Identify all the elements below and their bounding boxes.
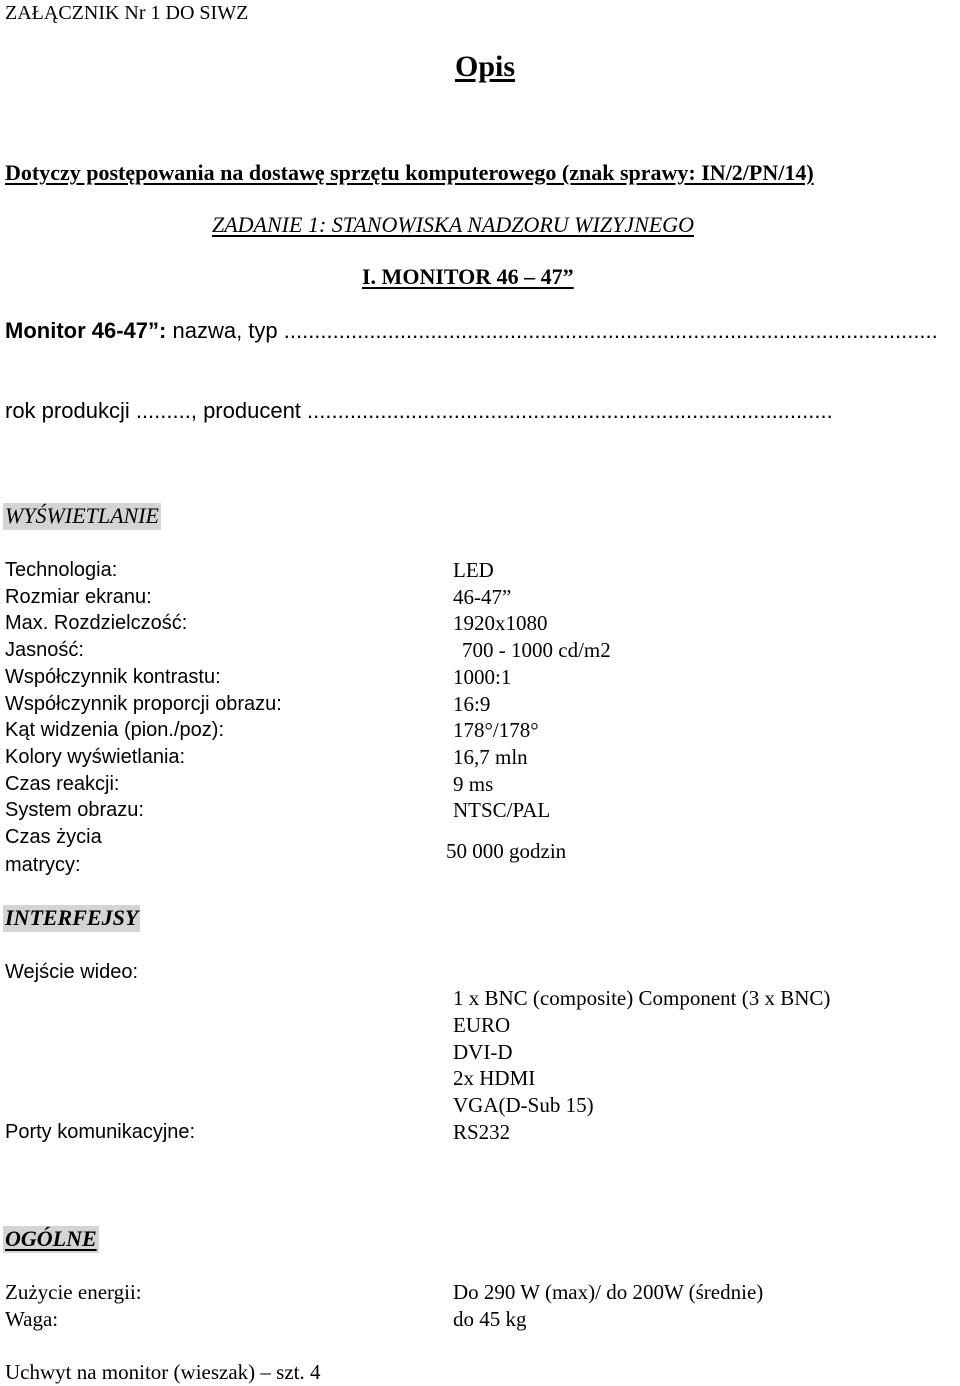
video-input-value: DVI-D bbox=[453, 1040, 513, 1064]
spec-label: Technologia: bbox=[5, 559, 118, 581]
spec-value: 700 - 1000 cd/m2 bbox=[462, 638, 611, 662]
monitor-label: Monitor 46-47”: bbox=[5, 318, 167, 343]
spec-value: 46-47” bbox=[453, 585, 512, 609]
power-value: Do 290 W (max)/ do 200W (średnie) bbox=[453, 1280, 764, 1304]
monitor-name-field: nazwa, typ ........................................................................................................... bbox=[166, 318, 938, 343]
spec-label: Czas reakcji: bbox=[5, 773, 120, 795]
weight-value: do 45 kg bbox=[453, 1307, 527, 1331]
attachment-header: ZAŁĄCZNIK Nr 1 DO SIWZ bbox=[5, 2, 249, 24]
mount-line: Uchwyt na monitor (wieszak) – szt. 4 bbox=[5, 1360, 321, 1384]
spec-label: Kąt widzenia (pion./poz): bbox=[5, 719, 225, 741]
task-heading: ZADANIE 1: STANOWISKA NADZORU WIZYJNEGO bbox=[212, 212, 694, 237]
spec-value: 16,7 mln bbox=[453, 745, 528, 769]
spec-label: Kolory wyświetlania: bbox=[5, 746, 186, 768]
lifetime-label-line1: Czas życia bbox=[5, 826, 102, 848]
video-input-value: VGA(D-Sub 15) bbox=[453, 1093, 594, 1117]
section-heading: I. MONITOR 46 – 47” bbox=[362, 264, 574, 289]
spec-value: LED bbox=[453, 558, 494, 582]
production-year-line: rok produkcji ........., producent ...................................................................................... bbox=[5, 398, 833, 423]
general-section-heading: OGÓLNE bbox=[5, 1226, 97, 1251]
spec-value: 1000:1 bbox=[453, 665, 512, 689]
spec-value: 9 ms bbox=[453, 772, 494, 796]
spec-value: 1920x1080 bbox=[453, 611, 548, 635]
spec-label: Współczynnik kontrastu: bbox=[5, 666, 221, 688]
spec-label: Współczynnik proporcji obrazu: bbox=[5, 693, 282, 715]
video-input-value: 2x HDMI bbox=[453, 1066, 536, 1090]
spec-value: 16:9 bbox=[453, 692, 491, 716]
weight-label: Waga: bbox=[5, 1307, 59, 1331]
monitor-name-line bbox=[5, 320, 938, 342]
power-label: Zużycie energii: bbox=[5, 1280, 142, 1304]
spec-value: 178°/178° bbox=[453, 718, 539, 742]
video-input-value: 1 x BNC (composite) Component (3 x BNC) bbox=[453, 986, 831, 1010]
procurement-subject: Dotyczy postępowania na dostawę sprzętu komputerowego (znak sprawy: IN/2/PN/14) bbox=[5, 160, 814, 185]
spec-label: Max. Rozdzielczość: bbox=[5, 612, 188, 634]
comm-ports-value: RS232 bbox=[453, 1120, 511, 1144]
display-section-heading: WYŚWIETLANIE bbox=[5, 503, 159, 528]
interfaces-section-heading: INTERFEJSY bbox=[5, 905, 139, 930]
video-input-label: Wejście wideo: bbox=[5, 961, 139, 983]
spec-label: Rozmiar ekranu: bbox=[5, 586, 152, 608]
video-input-value: EURO bbox=[453, 1013, 511, 1037]
document-title: Opis bbox=[455, 50, 516, 83]
lifetime-value: 50 000 godzin bbox=[446, 839, 567, 863]
spec-label: Jasność: bbox=[5, 639, 84, 661]
spec-label: System obrazu: bbox=[5, 799, 144, 821]
comm-ports-label: Porty komunikacyjne: bbox=[5, 1121, 196, 1143]
lifetime-label-line2: matrycy: bbox=[5, 854, 81, 876]
spec-value: NTSC/PAL bbox=[453, 798, 551, 822]
